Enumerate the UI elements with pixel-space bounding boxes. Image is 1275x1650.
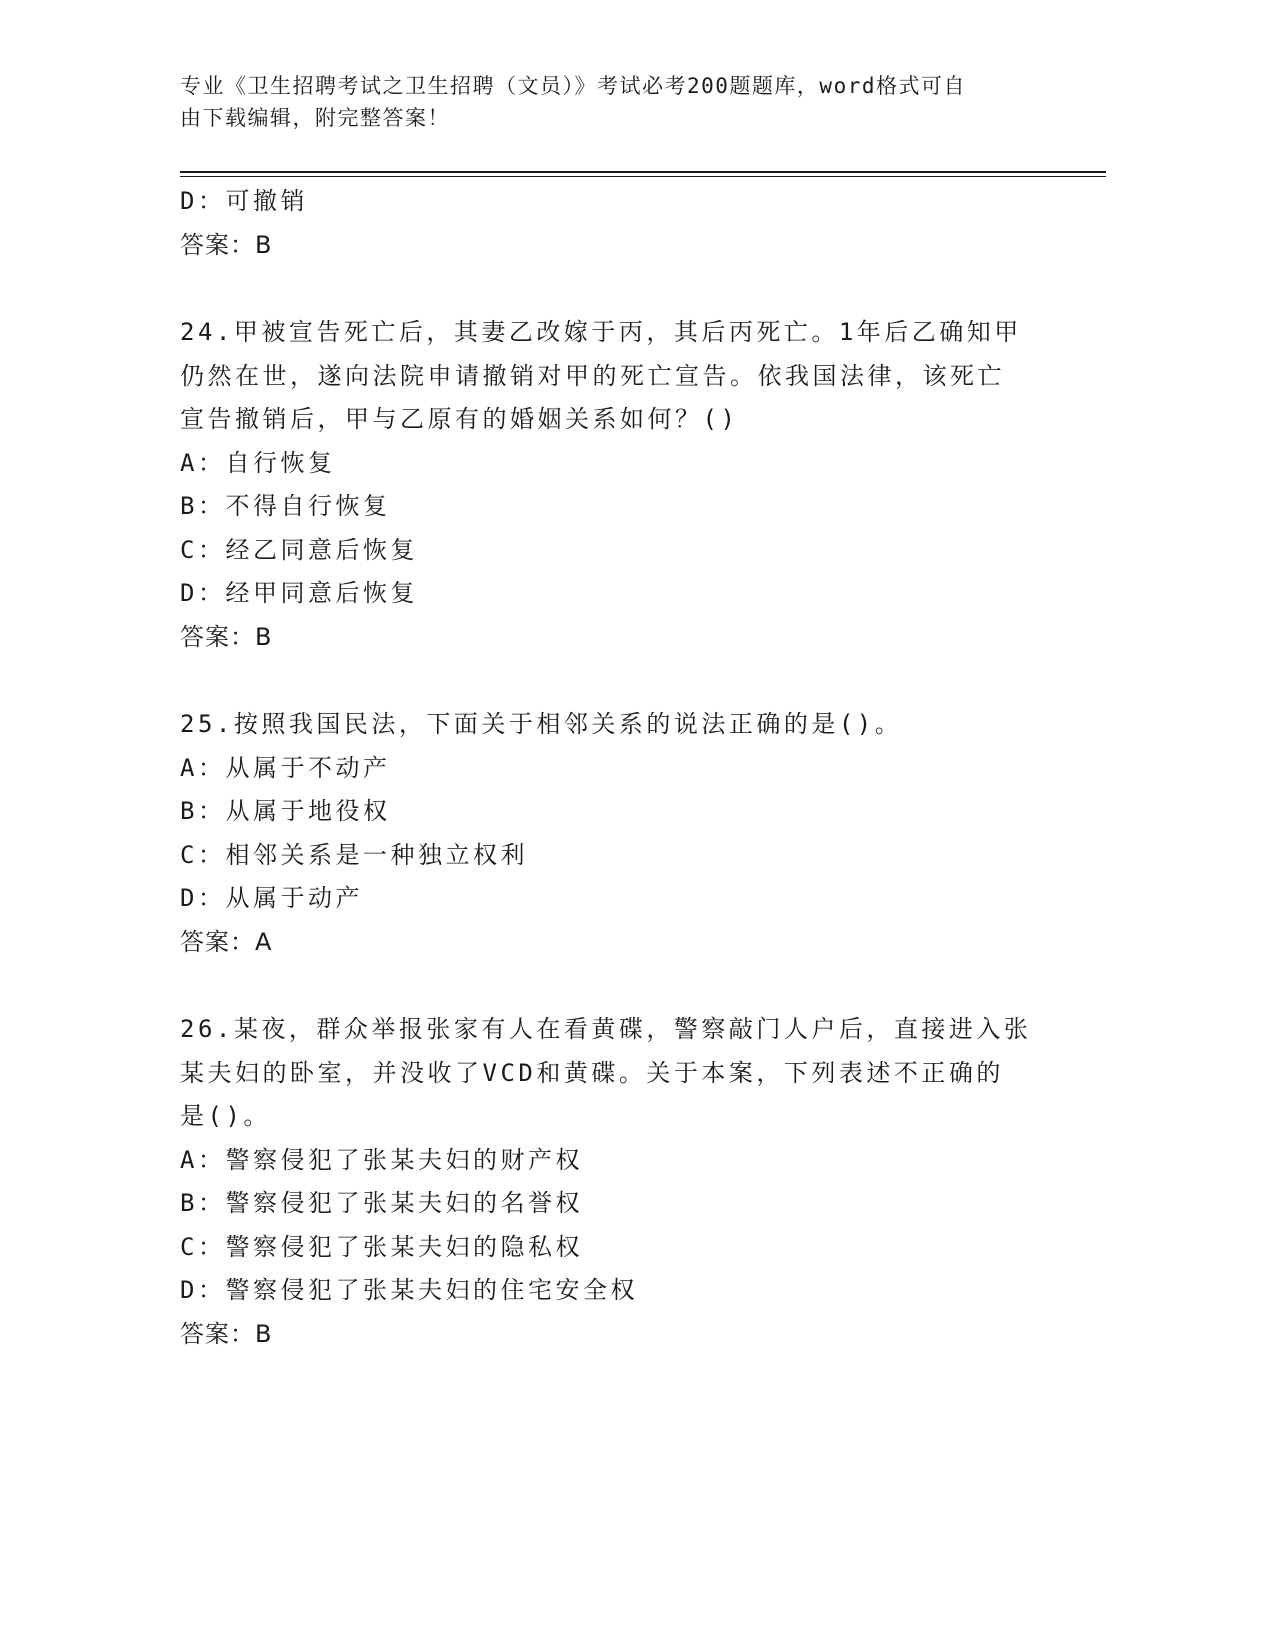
header-divider-thin (180, 176, 1106, 177)
spacer (180, 659, 1060, 703)
option-b: B：不得自行恢复 (180, 492, 391, 520)
header-line-2: 由下载编辑，附完整答案！ (180, 106, 450, 130)
carryover-answer: 答案：B (180, 230, 273, 259)
question-block (180, 311, 1060, 659)
question-stem-line: 26.某夜，群众举报张家有人在看黄碟，警察敲门人户后，直接进入张 (180, 1015, 1032, 1043)
answer-line: 答案：B (180, 1319, 273, 1348)
option-a: A：警察侵犯了张某夫妇的财产权 (180, 1145, 583, 1174)
question-stem-line: 宣告撤销后，甲与乙原有的婚姻关系如何？() (180, 405, 739, 433)
header-line-1: 专业《卫生招聘考试之卫生招聘（文员）》考试必考200题题库，word格式可自 (180, 74, 966, 98)
option-c: C：相邻关系是一种独立权利 (180, 840, 528, 869)
option-d: D：从属于动产 (180, 884, 363, 912)
question-block (180, 1008, 1060, 1356)
option-a: A：自行恢复 (180, 448, 336, 477)
option-d: D：经甲同意后恢复 (180, 579, 418, 607)
question-stem-line: 是()。 (180, 1102, 271, 1130)
answer-line: 答案：B (180, 622, 273, 651)
answer-line: 答案：A (180, 927, 273, 956)
document-body (180, 180, 1060, 1356)
document-header (180, 70, 1060, 134)
option-d: D：警察侵犯了张某夫妇的住宅安全权 (180, 1276, 638, 1304)
option-b: B：警察侵犯了张某夫妇的名誉权 (180, 1189, 583, 1217)
question-stem-line: 某夫妇的卧室，并没收了VCD和黄碟。关于本案，下列表述不正确的 (180, 1058, 1004, 1087)
question-stem-line: 25.按照我国民法，下面关于相邻关系的说法正确的是()。 (180, 710, 903, 738)
carryover-option-d: D：可撤销 (180, 187, 308, 215)
option-b: B：从属于地役权 (180, 797, 391, 825)
header-divider-thick (180, 171, 1106, 173)
question-block (180, 703, 1060, 964)
question-stem-line: 仍然在世，遂向法院申请撤销对甲的死亡宣告。依我国法律，该死亡 (180, 361, 1005, 390)
spacer (180, 964, 1060, 1008)
spacer (180, 267, 1060, 311)
option-c: C：警察侵犯了张某夫妇的隐私权 (180, 1232, 583, 1261)
option-c: C：经乙同意后恢复 (180, 535, 418, 564)
option-a: A：从属于不动产 (180, 753, 391, 782)
question-stem-line: 24.甲被宣告死亡后，其妻乙改嫁于丙，其后丙死亡。1年后乙确知甲 (180, 318, 1022, 346)
